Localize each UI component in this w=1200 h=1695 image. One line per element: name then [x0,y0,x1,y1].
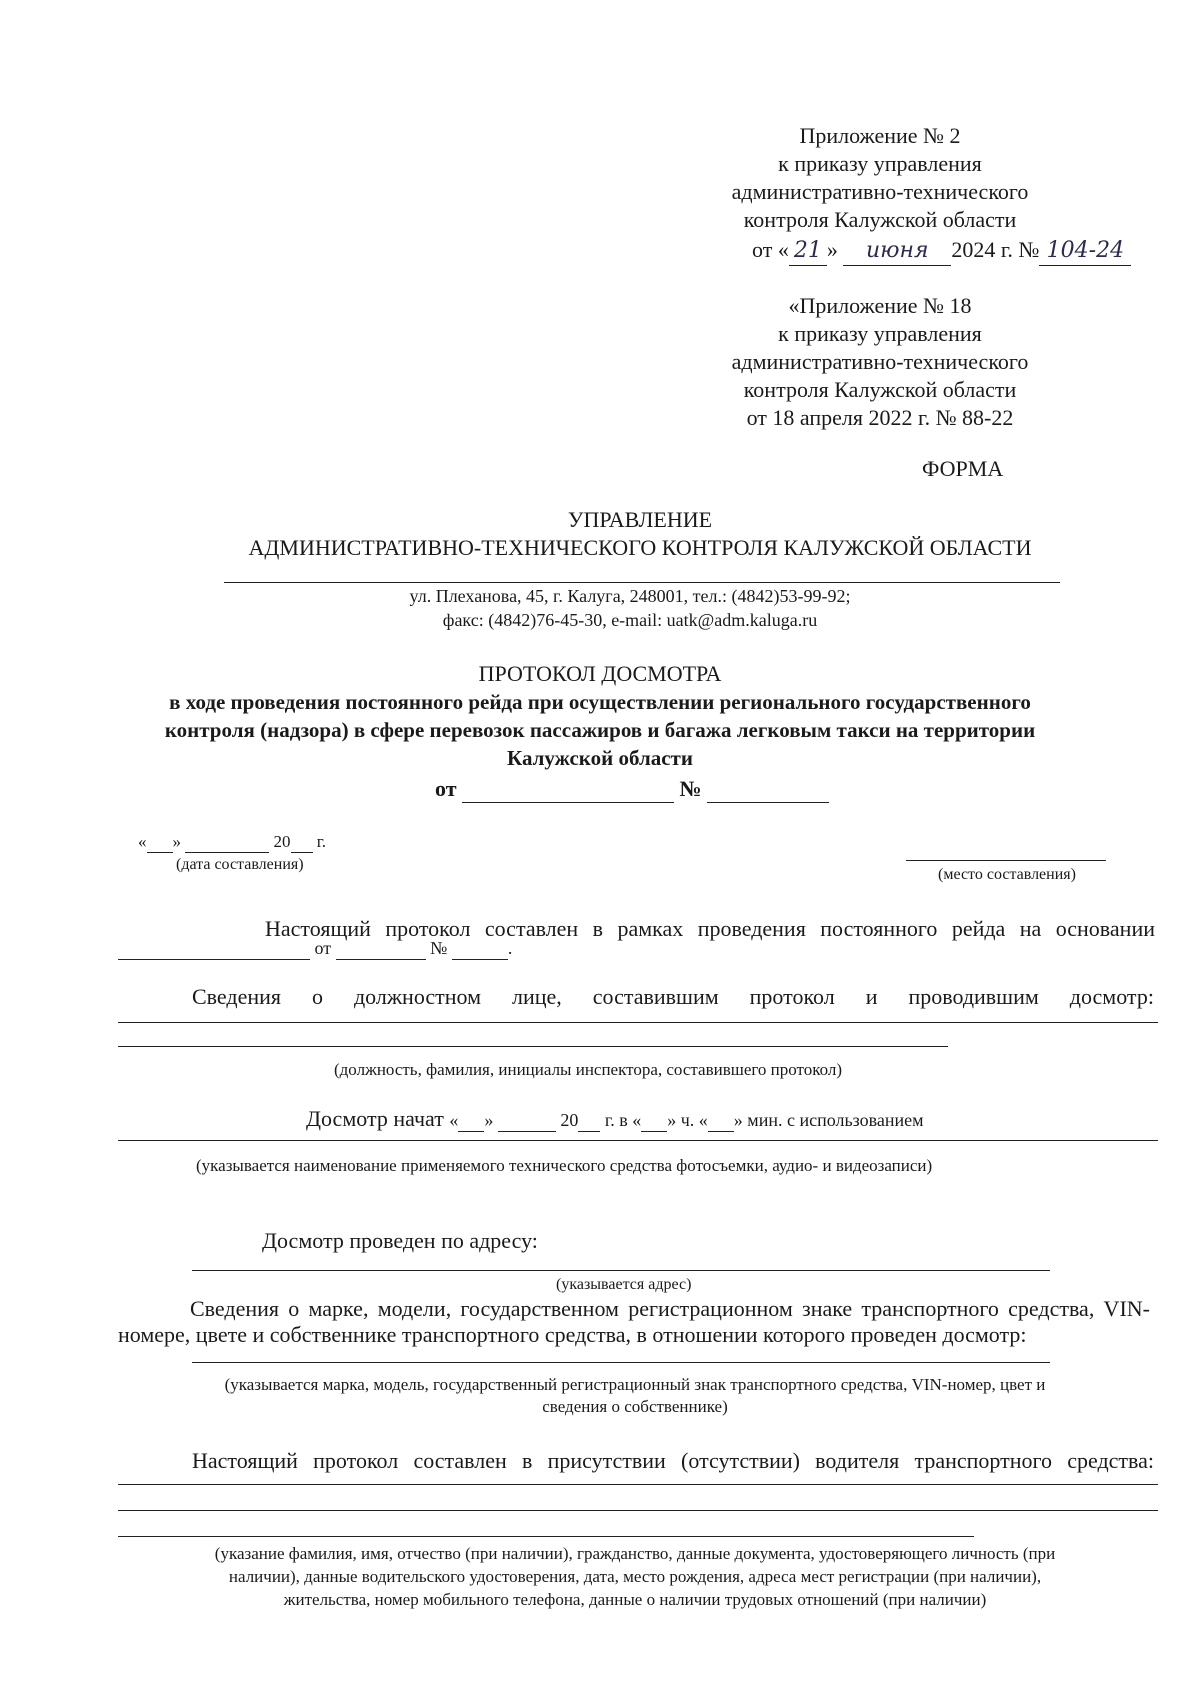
p3-caption: (указывается наименование применяемого технического средства фотосъемки, аудио- и видеозаписи) [196,1156,933,1175]
p3-h: » ч. « [667,1110,708,1130]
p6-line1: Настоящий протокол составлен в присутствии (отсутствии) водителя транспортного средства: [192,1448,1154,1473]
start-hour-field[interactable] [641,1110,667,1132]
p3-year: 20 [560,1110,579,1130]
quote-close: » [172,832,181,851]
appendix-line4: контроля Калужской области [743,207,1017,232]
title-date-number [435,776,829,803]
p3-start: Досмотр начат [306,1106,444,1131]
basis-field[interactable] [118,938,310,960]
appendix-old-line5: от 18 апреля 2022 г. № 88-22 [746,405,1014,430]
p2-word: о [312,984,323,1009]
p3-at: г. в « [604,1110,642,1130]
basis-date-field[interactable] [336,938,426,960]
appendix-line2: к приказу управления [778,151,982,176]
date-caption: (дата составления) [176,856,304,873]
p4-line1: Досмотр проведен по адресу: [262,1228,538,1253]
driver-field-line1[interactable] [118,1484,1158,1485]
p1-line1: Настоящий протокол составлен в рамках проведения постоянного рейда на основании [265,916,1155,941]
inspector-field-line2[interactable] [118,1046,948,1047]
p2-word: Сведения [192,984,282,1009]
quote-open: « [138,832,147,851]
handwritten-month: июня [866,238,929,263]
p6-caption3: жительства, номер мобильного телефона, данные о наличии трудовых отношений (при наличии) [283,1590,987,1609]
org-line1: УПРАВЛЕНИЕ [567,507,713,532]
appendix-block [700,122,1060,234]
title-sub3: Калужской области [507,746,693,770]
appendix-old-line4: контроля Калужской области [743,377,1017,402]
vehicle-field[interactable] [192,1362,1050,1363]
p2-word: проводившим [908,984,1039,1009]
org-fax-email: факс: (4842)76-45-30, e-mail: uatk@adm.kaluga.ru [442,610,818,630]
p1-line2 [118,938,512,960]
p5-line1: Сведения о марке, модели, государственном регистрационном знаке транспортного средства, VIN- [190,1296,1150,1321]
org-contacts [270,584,990,632]
month-field[interactable] [185,832,269,853]
start-minute-field[interactable] [708,1110,734,1132]
driver-field-line2[interactable] [118,1510,1158,1511]
address-field[interactable] [192,1270,1050,1271]
p3-line1 [306,1106,924,1132]
title-date-field[interactable] [462,776,674,803]
header-divider [224,582,1060,583]
start-year-field[interactable] [578,1110,600,1132]
appendix-old-line1: «Приложение № 18 [788,293,972,318]
appendix-old-line3: административно-технического [731,349,1029,374]
p2-word: протокол [749,984,835,1009]
appendix-old-line2: к приказу управления [778,321,982,346]
p1-end: . [507,938,513,958]
form-label: ФОРМА [922,456,1004,481]
title-from: от [435,776,457,801]
appendix-old-block [700,292,1060,432]
year-prefix: 20 [273,832,291,851]
appendix-date-prefix: от « [752,237,789,262]
p2-word: составившим [592,984,719,1009]
org-line2: АДМИНИСТРАТИВНО-ТЕХНИЧЕСКОГО КОНТРОЛЯ КАЛУЖСКОЙ ОБЛАСТИ [248,535,1032,560]
p6-caption2: наличии), данные водительского удостоверения, дата, место рождения, адреса мест регистрации (при наличии), [228,1567,1042,1586]
equipment-field[interactable] [118,1140,1158,1141]
p1-from: от [314,938,332,958]
start-month-field[interactable] [498,1110,556,1132]
p2-caption: (должность, фамилия, инициалы инспектора, составившего протокол) [334,1060,843,1079]
p2-word: лице, [512,984,562,1009]
appendix-date-line [752,236,1131,266]
appendix-line1: Приложение № 2 [799,123,961,148]
p5-caption2: сведения о собственнике) [542,1397,728,1416]
basis-number-field[interactable] [452,938,508,960]
handwritten-day: 21 [793,238,822,263]
p6-caption [110,1542,1160,1611]
year-field[interactable] [291,832,313,853]
org-name [200,506,1080,562]
title-num: № [679,776,702,801]
handwritten-number: 104-24 [1046,238,1125,263]
appendix-date-year: 2024 г. № [951,237,1040,262]
appendix-line3: административно-технического [731,179,1029,204]
p2-word: досмотр: [1069,984,1154,1009]
appendix-date-mid: » [826,237,838,262]
p2-word: должностном [353,984,482,1009]
p5-caption1: (указывается марка, модель, государственный регистрационный знак транспортного средства, VIN-номер, цвет и [224,1375,1046,1394]
p3-q2: » [484,1110,494,1130]
title-sub2: контроля (надзора) в сфере перевозок пассажиров и багажа легковым такси на территории [164,718,1036,742]
p2-line1 [192,984,1154,1010]
p2-word: и [865,984,878,1009]
p5-caption [110,1374,1160,1418]
start-day-field[interactable] [458,1110,484,1132]
place-caption: (место составления) [938,866,1076,883]
p4-caption: (указывается адрес) [556,1276,692,1293]
place-field[interactable] [906,860,1106,861]
title-sub1: в ходе проведения постоянного рейда при осуществлении регионального государственного [169,690,1031,714]
p3-q1: « [449,1110,459,1130]
year-suffix: г. [316,832,327,851]
protocol-title [100,660,1100,772]
inspector-field-line1[interactable] [118,1022,1158,1023]
title-number-field[interactable] [707,776,829,803]
p6-caption1: (указание фамилия, имя, отчество (при наличии), гражданство, данные документа, удостоверяющего личность (при [214,1544,1056,1563]
p1-num: № [430,938,448,958]
driver-field-line3[interactable] [118,1536,974,1537]
composition-date [138,832,326,853]
org-address: ул. Плеханова, 45, г. Калуга, 248001, тел.: (4842)53-99-92; [409,586,851,606]
day-field[interactable] [147,832,173,853]
p3-min: » мин. с использованием [733,1110,924,1130]
title-main: ПРОТОКОЛ ДОСМОТРА [478,661,722,686]
p5-line2: номере, цвете и собственнике транспортного средства, в отношении которого проведен досмотр: [118,1322,1027,1347]
